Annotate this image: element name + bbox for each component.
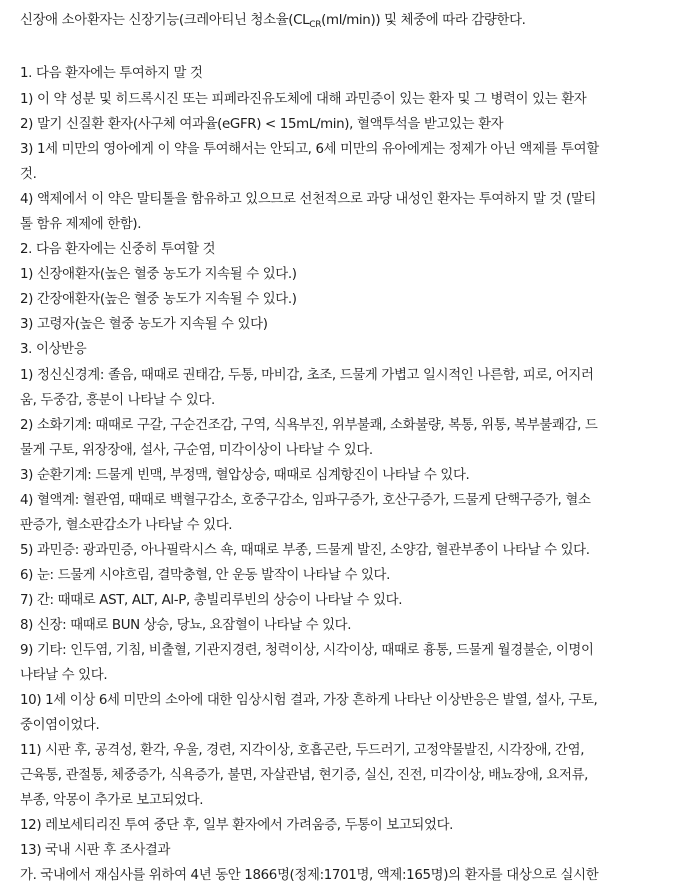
text-line: 근육통, 관절통, 체중증가, 식욕증가, 불면, 자살관념, 현기증, 실신, 진전, 미각이상, 배뇨장애, 요저류,	[20, 768, 589, 783]
text-line: 톨 함유 제제에 한함).	[20, 217, 142, 232]
text-line: 9) 기타: 인두염, 기침, 비출혈, 기관지경련, 청력이상, 시각이상, 때때로 흉통, 드물게 월경불순, 이명이	[20, 643, 594, 658]
text-line: 13) 국내 시판 후 조사결과	[20, 843, 171, 858]
text-line: 8) 신장: 때때로 BUN 상승, 당뇨, 요잠혈이 나타날 수 있다.	[20, 618, 352, 633]
text-line: 것.	[20, 167, 37, 182]
section-heading-caution: 2. 다음 환자에는 신중히 투여할 것	[20, 242, 216, 257]
text-line: 3) 1세 미만의 영아에게 이 약을 투여해서는 안되고, 6세 미만의 유아에게는 정제가 아닌 액제를 투여할	[20, 142, 599, 157]
text-line: 부종, 악몽이 추가로 보고되었다.	[20, 793, 204, 808]
text-line: 1) 정신신경계: 졸음, 때때로 권태감, 두통, 마비감, 초조, 드물게 가볍고 일시적인 나른함, 피로, 어지러	[20, 368, 594, 383]
text-line: 10) 1세 이상 6세 미만의 소아에 대한 임상시험 결과, 가장 흔하게 나타난 이상반응은 발열, 설사, 구토,	[20, 693, 598, 708]
text-line: 가. 국내에서 재심사를 위하여 4년 동안 1866명(정제:1701명, 액제:165명)의 환자를 대상으로 실시한	[20, 868, 599, 881]
clcr-subscript: CR	[309, 20, 322, 30]
text-line: 물게 구토, 위장장애, 설사, 구순염, 미각이상이 나타날 수 있다.	[20, 443, 373, 458]
text-line: 4) 혈액계: 혈관염, 때때로 백혈구감소, 호중구감소, 임파구증가, 호산구증가, 드물게 단핵구증가, 혈소	[20, 493, 591, 508]
text-line: 중이염이었다.	[20, 718, 100, 733]
section-heading-contraindications: 1. 다음 환자에는 투여하지 말 것	[20, 66, 203, 81]
text-line: 5) 과민증: 광과민증, 아나필락시스 쇽, 때때로 부종, 드물게 발진, 소양감, 혈관부종이 나타날 수 있다.	[20, 543, 590, 558]
text-line: 7) 간: 때때로 AST, ALT, Al-P, 총빌리루빈의 상승이 나타날 수 있다.	[20, 593, 403, 608]
text-line: 2) 말기 신질환 환자(사구체 여과율(eGFR) < 15mL/min), 혈액투석을 받고있는 환자	[20, 117, 504, 132]
text-line: 나타날 수 있다.	[20, 668, 108, 683]
text-line: 판증가, 혈소판감소가 나타날 수 있다.	[20, 518, 233, 533]
text-line: 움, 두중감, 흥분이 나타날 수 있다.	[20, 393, 215, 408]
intro-text-end: (ml/min)) 및 체중에 따라 감량한다.	[321, 13, 526, 28]
text-line: 12) 레보세티리진 투여 중단 후, 일부 환자에서 가려움증, 두통이 보고되었다.	[20, 818, 454, 833]
text-line: 3) 고령자(높은 혈중 농도가 지속될 수 있다)	[20, 317, 268, 332]
text-line: 1) 이 약 성분 및 히드록시진 또는 피페라진유도체에 대해 과민증이 있는 환자 및 그 병력이 있는 환자	[20, 92, 587, 107]
section-heading-adverse-reactions: 3. 이상반응	[20, 342, 87, 357]
text-line: 1) 신장애환자(높은 혈중 농도가 지속될 수 있다.)	[20, 267, 297, 282]
text-line: 4) 액제에서 이 약은 말티톨을 함유하고 있으므로 선천적으로 과당 내성인 환자는 투여하지 말 것 (말티	[20, 192, 597, 207]
intro-text: 신장애 소아환자는 신장기능(크레아티닌 청소율(CL	[20, 13, 310, 28]
text-line: 3) 순환기계: 드물게 빈맥, 부정맥, 혈압상승, 때때로 심계항진이 나타날 수 있다.	[20, 468, 470, 483]
text-line: 2) 간장애환자(높은 혈중 농도가 지속될 수 있다.)	[20, 292, 297, 307]
text-line: 11) 시판 후, 공격성, 환각, 우울, 경련, 지각이상, 호흡곤란, 두드러기, 고정약물발진, 시각장애, 간염,	[20, 743, 585, 758]
text-line: 2) 소화기계: 때때로 구갈, 구순건조감, 구역, 식욕부진, 위부불쾌, 소화불량, 복통, 위통, 복부불쾌감, 드	[20, 418, 598, 433]
intro-paragraph	[20, 12, 526, 30]
text-line: 6) 눈: 드물게 시야흐림, 결막충혈, 안 운동 발작이 나타날 수 있다.	[20, 568, 391, 583]
